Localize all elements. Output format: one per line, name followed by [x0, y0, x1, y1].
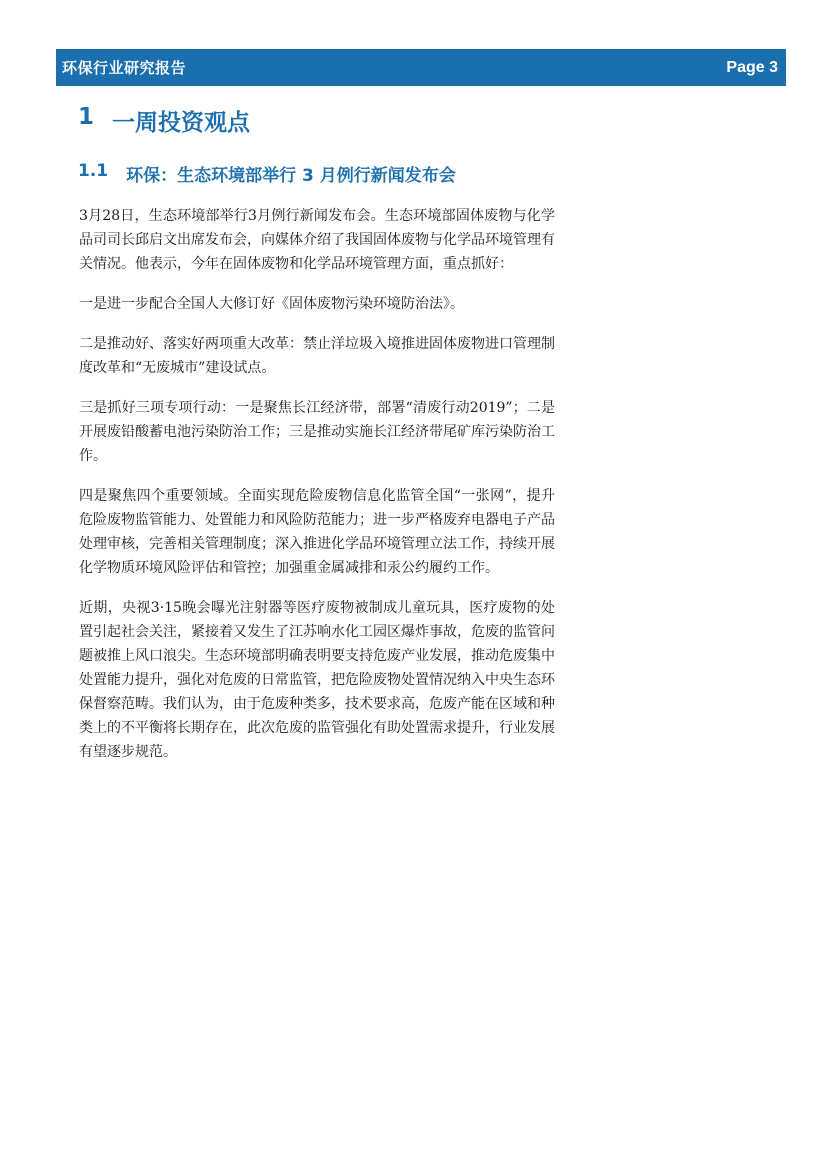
- report-header-bar: [56, 49, 786, 86]
- body-text: [79, 204, 555, 780]
- paragraph-point-3: 三是抓好三项专项行动：一是聚焦长江经济带，部署“清废行动2019”；二是开展废铅酸蓄电池污染防治工作；三是推动实施长江经济带尾矿库污染防治工作。: [79, 400, 555, 464]
- page-number: Page 3: [726, 58, 778, 76]
- paragraph-point-2: 二是推动好、落实好两项重大改革：禁止洋垃圾入境推进固体废物进口管理制度改革和“无废城市”建设试点。: [79, 336, 555, 376]
- section-number: 1: [78, 104, 95, 130]
- subsection-number: 1.1: [78, 161, 109, 181]
- paragraph-analysis: 近期，央视3·15晚会曝光注射器等医疗废物被制成儿童玩具，医疗废物的处置引起社会关注，紧接着又发生了江苏响水化工园区爆炸事故，危废的监管问题被推上风口浪尖。生态环境部明确表明要支持危废产业发展，推动危废集中处置能力提升，强化对危废的日常监管，把危险废物处置情况纳入中央生态环保督察范畴。我们认为，由于危废种类多，技术要求高，危废产能在区域和种类上的不平衡将长期存在，此次危废的监管强化有助处置需求提升，行业发展有望逐步规范。: [79, 600, 555, 760]
- report-title: 环保行业研究报告: [62, 60, 187, 77]
- subsection-heading: [78, 161, 456, 186]
- paragraph-intro: 3月28日，生态环境部举行3月例行新闻发布会。生态环境部固体废物与化学品司司长邱启文出席发布会，向媒体介绍了我国固体废物与化学品环境管理有关情况。他表示，今年在固体废物和化学品环境管理方面，重点抓好：: [79, 208, 555, 272]
- subsection-title: 环保：生态环境部举行 3 月例行新闻发布会: [126, 166, 456, 186]
- paragraph-point-4: 四是聚焦四个重要领域。全面实现危险废物信息化监管全国“一张网”，提升危险废物监管能力、处置能力和风险防范能力；进一步严格废弃电器电子产品处理审核，完善相关管理制度；深入推进化学品环境管理立法工作，持续开展化学物质环境风险评估和管控；加强重金属减排和汞公约履约工作。: [79, 488, 555, 576]
- section-title: 一周投资观点: [112, 110, 251, 136]
- paragraph-point-1: 一是进一步配合全国人大修订好《固体废物污染环境防治法》。: [79, 296, 464, 312]
- section-heading: [78, 104, 250, 137]
